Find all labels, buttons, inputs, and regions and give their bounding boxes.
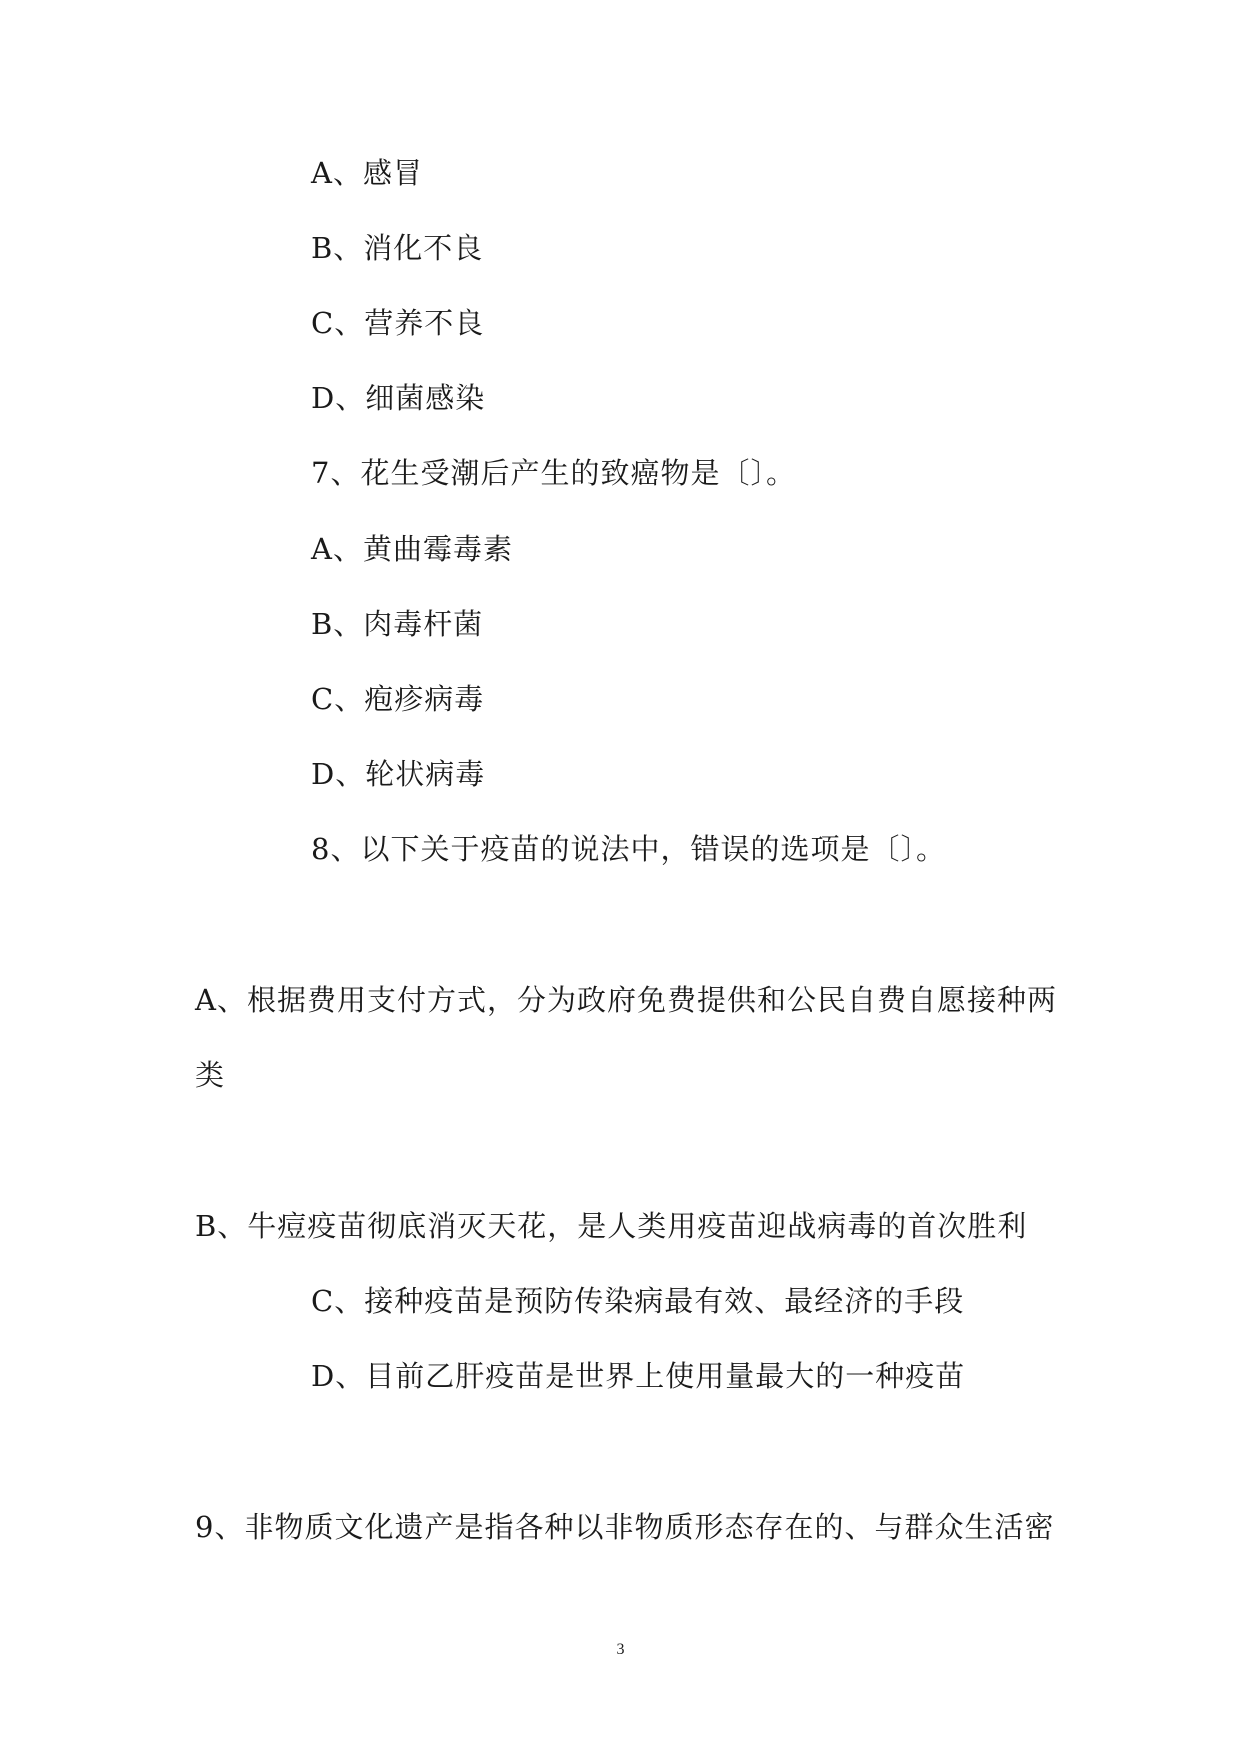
q7-question: 7、花生受潮后产生的致癌物是〔〕。 [311, 456, 796, 490]
q8-option-d: D、目前乙肝疫苗是世界上使用量最大的一种疫苗 [311, 1359, 966, 1393]
q8-question: 8、以下关于疫苗的说法中，错误的选项是〔〕。 [311, 832, 946, 866]
q6-option-d: D、细菌感染 [311, 381, 486, 415]
q7-option-b: B、肉毒杆菌 [311, 607, 484, 641]
q7-option-c: C、疱疹病毒 [311, 682, 485, 716]
q6-option-b: B、消化不良 [311, 231, 484, 265]
q8-option-a-line1: A、根据费用支付方式，分为政府免费提供和公民自费自愿接种两 [195, 983, 1057, 1017]
q6-option-a: A、感冒 [311, 156, 423, 190]
q8-option-b: B、牛痘疫苗彻底消灭天花，是人类用疫苗迎战病毒的首次胜利 [195, 1209, 1028, 1243]
page-number: 3 [616, 1641, 625, 1658]
q8-option-c: C、接种疫苗是预防传染病最有效、最经济的手段 [311, 1284, 965, 1318]
q9-question-line1: 9、非物质文化遗产是指各种以非物质形态存在的、与群众生活密 [195, 1510, 1055, 1544]
q7-option-d: D、轮状病毒 [311, 757, 486, 791]
q6-option-c: C、营养不良 [311, 306, 485, 340]
q8-option-a-line2: 类 [195, 1058, 226, 1092]
q7-option-a: A、黄曲霉毒素 [311, 532, 513, 566]
